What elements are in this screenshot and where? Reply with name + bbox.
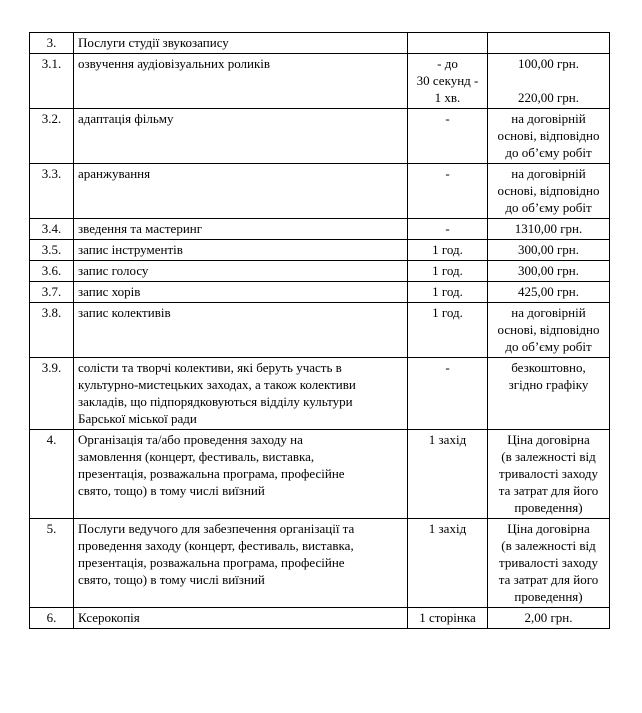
table-row [30, 261, 610, 282]
price-cell-line: на договірній [511, 166, 586, 181]
price-cell-line: на договірній [511, 305, 586, 320]
unit-of-measure: - [408, 219, 488, 240]
unit-of-measure-line: 1 хв. [434, 90, 461, 105]
price-cell-line: до об’єму робіт [505, 145, 592, 160]
price-cell-line: Ціна договірна [507, 432, 590, 447]
service-name-line: проведення заходу (концерт, фестиваль, виставка, [78, 538, 354, 553]
price-cell-line: проведення) [514, 500, 583, 515]
row-number: 3.4. [30, 219, 74, 240]
price-cell [488, 430, 610, 519]
price-cell [488, 164, 610, 219]
unit-of-measure: 1 год. [408, 261, 488, 282]
row-number: 3.2. [30, 109, 74, 164]
price-cell-line: основі, відповідно [497, 322, 600, 337]
service-name-line: Організація та/або проведення заходу на [78, 432, 303, 447]
price-cell-line: та затрат для його [498, 483, 599, 498]
row-number: 3.8. [30, 303, 74, 358]
price-cell: 1310,00 грн. [488, 219, 610, 240]
price-cell-line: (в залежності від [501, 449, 596, 464]
unit-of-measure: 1 сторінка [408, 608, 488, 629]
price-table [29, 32, 610, 629]
row-number: 3.1. [30, 54, 74, 109]
table-row [30, 109, 610, 164]
price-cell [488, 519, 610, 608]
service-name-line: свято, тощо) в тому числі виїзний [78, 572, 265, 587]
price-cell-line: 100,00 грн. [517, 56, 580, 71]
table-row [30, 240, 610, 261]
price-cell-line: тривалості заходу [499, 555, 598, 570]
price-cell-line: безкоштовно, [511, 360, 586, 375]
price-cell: 2,00 грн. [488, 608, 610, 629]
service-name-line: презентація, розважальна програма, професійне [78, 466, 345, 481]
table-row [30, 33, 610, 54]
price-cell: 300,00 грн. [488, 240, 610, 261]
price-cell-line: згідно графіку [508, 377, 589, 392]
row-number: 3. [30, 33, 74, 54]
service-name-line: замовлення (концерт, фестиваль, виставка, [78, 449, 315, 464]
table-row [30, 303, 610, 358]
service-name: Послуги студії звукозапису [74, 33, 408, 54]
price-cell [488, 358, 610, 430]
price-cell-line: 220,00 грн. [517, 90, 580, 105]
price-cell-line: (в залежності від [501, 538, 596, 553]
unit-of-measure-line: - до [437, 56, 458, 71]
price-cell-line [492, 72, 605, 89]
price-cell-line: до об’єму робіт [505, 339, 592, 354]
row-number: 3.9. [30, 358, 74, 430]
row-number: 5. [30, 519, 74, 608]
table-row [30, 164, 610, 219]
price-table-body [30, 33, 610, 629]
service-name: запис інструментів [74, 240, 408, 261]
service-name [74, 519, 408, 608]
row-number: 4. [30, 430, 74, 519]
price-cell-line: Ціна договірна [507, 521, 590, 536]
service-name: аранжування [74, 164, 408, 219]
unit-of-measure: - [408, 109, 488, 164]
service-name [74, 358, 408, 430]
service-name: зведення та мастеринг [74, 219, 408, 240]
price-cell-line: до об’єму робіт [505, 200, 592, 215]
price-cell [488, 109, 610, 164]
table-row [30, 430, 610, 519]
price-cell [488, 33, 610, 54]
service-name: запис хорів [74, 282, 408, 303]
unit-of-measure-line: 30 секунд - [416, 73, 479, 88]
price-cell: 300,00 грн. [488, 261, 610, 282]
service-name-line: солісти та творчі колективи, які беруть участь в [78, 360, 342, 375]
unit-of-measure: - [408, 164, 488, 219]
table-row [30, 219, 610, 240]
service-name-line: свято, тощо) в тому числі виїзний [78, 483, 265, 498]
table-row [30, 519, 610, 608]
service-name [74, 430, 408, 519]
row-number: 3.6. [30, 261, 74, 282]
price-cell-line: на договірній [511, 111, 586, 126]
row-number: 6. [30, 608, 74, 629]
service-name-line: культурно-мистецьких заходах, а також колективи [78, 377, 356, 392]
price-cell-line: основі, відповідно [497, 128, 600, 143]
service-name-line: закладів, що підпорядковуються відділу культури [78, 394, 353, 409]
table-row [30, 608, 610, 629]
unit-of-measure [408, 33, 488, 54]
unit-of-measure: - [408, 358, 488, 430]
price-cell-line: проведення) [514, 589, 583, 604]
table-row [30, 282, 610, 303]
unit-of-measure: 1 год. [408, 240, 488, 261]
row-number: 3.5. [30, 240, 74, 261]
service-name-line: презентація, розважальна програма, професійне [78, 555, 345, 570]
service-name: адаптація фільму [74, 109, 408, 164]
table-row [30, 54, 610, 109]
service-name-line: Барської міської ради [78, 411, 197, 426]
service-name: Ксерокопія [74, 608, 408, 629]
service-name: запис колективів [74, 303, 408, 358]
service-name: озвучення аудіовізуальних роликів [74, 54, 408, 109]
unit-of-measure: 1 год. [408, 303, 488, 358]
unit-of-measure: 1 захід [408, 430, 488, 519]
price-cell-line: тривалості заходу [499, 466, 598, 481]
service-name: запис голосу [74, 261, 408, 282]
row-number: 3.7. [30, 282, 74, 303]
unit-of-measure: 1 год. [408, 282, 488, 303]
service-name-line: Послуги ведучого для забезпечення організації та [78, 521, 355, 536]
unit-of-measure [408, 54, 488, 109]
price-cell [488, 54, 610, 109]
price-cell-line: основі, відповідно [497, 183, 600, 198]
price-cell: 425,00 грн. [488, 282, 610, 303]
price-cell-line: та затрат для його [498, 572, 599, 587]
table-row [30, 358, 610, 430]
price-cell [488, 303, 610, 358]
row-number: 3.3. [30, 164, 74, 219]
unit-of-measure: 1 захід [408, 519, 488, 608]
